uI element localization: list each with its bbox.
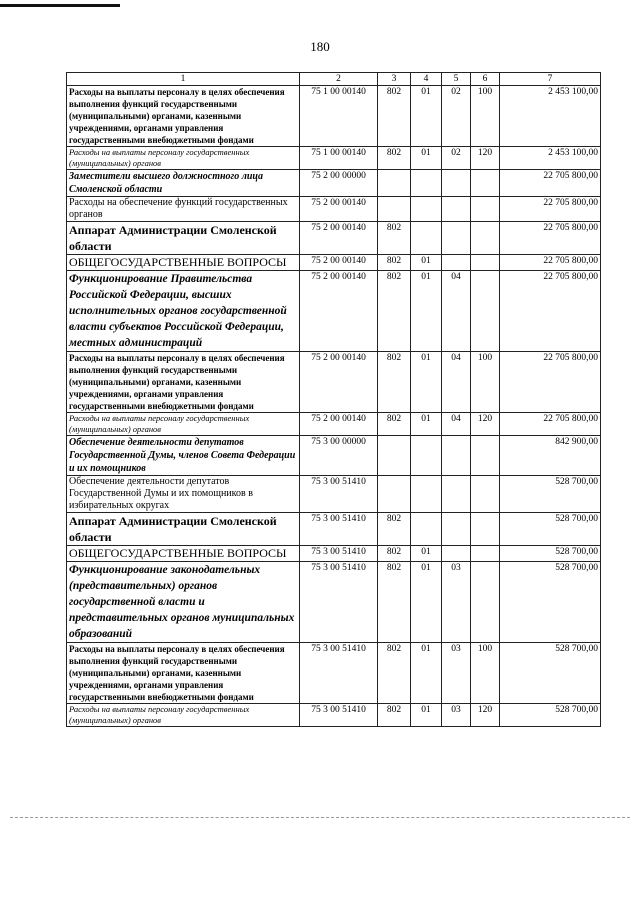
top-rule bbox=[0, 4, 120, 7]
item-name-cell bbox=[67, 546, 300, 562]
administrator-code-cell bbox=[378, 436, 411, 476]
expense-type-code-cell: 100 bbox=[471, 86, 500, 147]
section-code-cell bbox=[411, 513, 442, 546]
item-name-cell bbox=[67, 170, 300, 197]
target-article-code-cell: 75 3 00 51410 bbox=[300, 562, 378, 643]
table-row bbox=[67, 170, 601, 197]
expense-type-code-cell bbox=[471, 436, 500, 476]
target-article-code-cell: 75 2 00 00140 bbox=[300, 197, 378, 222]
amount-cell: 528 700,00 bbox=[500, 513, 601, 546]
administrator-code-cell: 802 bbox=[378, 413, 411, 436]
administrator-code-cell: 802 bbox=[378, 643, 411, 704]
amount-cell: 22 705 800,00 bbox=[500, 222, 601, 255]
section-code-cell: 01 bbox=[411, 562, 442, 643]
section-code-cell bbox=[411, 436, 442, 476]
administrator-code-cell bbox=[378, 170, 411, 197]
administrator-code-cell bbox=[378, 476, 411, 513]
expense-type-code-cell bbox=[471, 562, 500, 643]
section-code-cell: 01 bbox=[411, 704, 442, 727]
table-row bbox=[67, 255, 601, 271]
amount-cell: 528 700,00 bbox=[500, 476, 601, 513]
table-row bbox=[67, 352, 601, 413]
item-name-cell bbox=[67, 197, 300, 222]
subsection-code-cell bbox=[442, 170, 471, 197]
target-article-code-cell: 75 2 00 00140 bbox=[300, 413, 378, 436]
item-name-cell bbox=[67, 413, 300, 436]
amount-cell: 528 700,00 bbox=[500, 643, 601, 704]
section-code-cell bbox=[411, 197, 442, 222]
budget-table bbox=[66, 72, 601, 727]
item-name: Обеспечение деятельности депутатов Государственной Думы и их помощников в избирательных округах bbox=[69, 476, 253, 511]
column-number-row bbox=[67, 73, 601, 86]
subsection-code-cell: 02 bbox=[442, 86, 471, 147]
table-row bbox=[67, 222, 601, 255]
subsection-code-cell: 04 bbox=[442, 413, 471, 436]
item-name: Аппарат Администрации Смоленской области bbox=[69, 223, 277, 253]
target-article-code-cell: 75 3 00 51410 bbox=[300, 546, 378, 562]
subsection-code-cell bbox=[442, 222, 471, 255]
amount-cell: 22 705 800,00 bbox=[500, 197, 601, 222]
amount-cell: 22 705 800,00 bbox=[500, 271, 601, 352]
expense-type-code-cell bbox=[471, 513, 500, 546]
column-number: 6 bbox=[471, 73, 500, 86]
administrator-code-cell bbox=[378, 197, 411, 222]
expense-type-code-cell bbox=[471, 476, 500, 513]
section-code-cell: 01 bbox=[411, 147, 442, 170]
table-row bbox=[67, 476, 601, 513]
expense-type-code-cell bbox=[471, 197, 500, 222]
column-number: 2 bbox=[300, 73, 378, 86]
item-name: Расходы на выплаты персоналу в целях обеспечения выполнения функций государственными (муниципальными) органами, казенными учреждениями, органами управления государственными внебюджетными фондами bbox=[69, 644, 285, 702]
table-row bbox=[67, 86, 601, 147]
amount-cell: 842 900,00 bbox=[500, 436, 601, 476]
item-name-cell bbox=[67, 86, 300, 147]
item-name-cell bbox=[67, 476, 300, 513]
administrator-code-cell: 802 bbox=[378, 86, 411, 147]
target-article-code-cell: 75 2 00 00140 bbox=[300, 222, 378, 255]
administrator-code-cell: 802 bbox=[378, 546, 411, 562]
amount-cell: 528 700,00 bbox=[500, 546, 601, 562]
section-code-cell: 01 bbox=[411, 413, 442, 436]
section-code-cell bbox=[411, 222, 442, 255]
administrator-code-cell: 802 bbox=[378, 255, 411, 271]
section-code-cell bbox=[411, 170, 442, 197]
expense-type-code-cell: 100 bbox=[471, 352, 500, 413]
administrator-code-cell: 802 bbox=[378, 562, 411, 643]
item-name: Расходы на обеспечение функций государственных органов bbox=[69, 197, 288, 220]
section-code-cell bbox=[411, 476, 442, 513]
item-name-cell bbox=[67, 147, 300, 170]
subsection-code-cell bbox=[442, 197, 471, 222]
target-article-code-cell: 75 1 00 00140 bbox=[300, 86, 378, 147]
item-name: ОБЩЕГОСУДАРСТВЕННЫЕ ВОПРОСЫ bbox=[69, 255, 287, 269]
item-name: Заместители высшего должностного лица Смоленской области bbox=[69, 171, 263, 195]
expense-type-code-cell bbox=[471, 222, 500, 255]
amount-cell: 22 705 800,00 bbox=[500, 170, 601, 197]
expense-type-code-cell: 120 bbox=[471, 413, 500, 436]
section-code-cell: 01 bbox=[411, 352, 442, 413]
item-name: Расходы на выплаты персоналу государственных (муниципальных) органов bbox=[69, 704, 250, 725]
amount-cell: 2 453 100,00 bbox=[500, 86, 601, 147]
table-row bbox=[67, 562, 601, 643]
column-number: 1 bbox=[67, 73, 300, 86]
amount-cell: 22 705 800,00 bbox=[500, 352, 601, 413]
item-name: Расходы на выплаты персоналу государственных (муниципальных) органов bbox=[69, 413, 250, 434]
item-name: Функционирование Правительства Российской Федерации, высших исполнительных органов государственной власти субъектов Российской Федерации, местных администраций bbox=[69, 273, 287, 349]
target-article-code-cell: 75 2 00 00140 bbox=[300, 352, 378, 413]
table-row bbox=[67, 546, 601, 562]
target-article-code-cell: 75 2 00 00140 bbox=[300, 255, 378, 271]
item-name-cell bbox=[67, 704, 300, 727]
item-name-cell bbox=[67, 255, 300, 271]
expense-type-code-cell: 100 bbox=[471, 643, 500, 704]
amount-cell: 528 700,00 bbox=[500, 562, 601, 643]
column-number: 7 bbox=[500, 73, 601, 86]
administrator-code-cell: 802 bbox=[378, 271, 411, 352]
item-name: Расходы на выплаты персоналу в целях обеспечения выполнения функций государственными (муниципальными) органами, казенными учреждениями, органами управления государственными внебюджетными фондами bbox=[69, 353, 285, 411]
section-code-cell: 01 bbox=[411, 643, 442, 704]
expense-type-code-cell bbox=[471, 271, 500, 352]
target-article-code-cell: 75 3 00 00000 bbox=[300, 436, 378, 476]
column-number: 5 bbox=[442, 73, 471, 86]
amount-cell: 528 700,00 bbox=[500, 704, 601, 727]
subsection-code-cell: 03 bbox=[442, 704, 471, 727]
item-name-cell bbox=[67, 222, 300, 255]
item-name-cell bbox=[67, 513, 300, 546]
section-code-cell: 01 bbox=[411, 546, 442, 562]
table-row bbox=[67, 147, 601, 170]
subsection-code-cell bbox=[442, 255, 471, 271]
item-name: Аппарат Администрации Смоленской области bbox=[69, 514, 277, 544]
expense-type-code-cell: 120 bbox=[471, 704, 500, 727]
expense-type-code-cell bbox=[471, 255, 500, 271]
bottom-dashed-rule bbox=[10, 817, 630, 818]
column-number: 3 bbox=[378, 73, 411, 86]
subsection-code-cell: 04 bbox=[442, 271, 471, 352]
amount-cell: 22 705 800,00 bbox=[500, 413, 601, 436]
target-article-code-cell: 75 2 00 00140 bbox=[300, 271, 378, 352]
table-row bbox=[67, 271, 601, 352]
table-row bbox=[67, 513, 601, 546]
subsection-code-cell: 03 bbox=[442, 643, 471, 704]
page-number: 180 bbox=[310, 39, 330, 54]
administrator-code-cell: 802 bbox=[378, 222, 411, 255]
expense-type-code-cell bbox=[471, 546, 500, 562]
subsection-code-cell: 03 bbox=[442, 562, 471, 643]
item-name-cell bbox=[67, 271, 300, 352]
administrator-code-cell: 802 bbox=[378, 352, 411, 413]
administrator-code-cell: 802 bbox=[378, 513, 411, 546]
item-name: Расходы на выплаты персоналу в целях обеспечения выполнения функций государственными (муниципальными) органами, казенными учреждениями, органами управления государственными внебюджетными фондами bbox=[69, 87, 285, 145]
administrator-code-cell: 802 bbox=[378, 147, 411, 170]
subsection-code-cell bbox=[442, 513, 471, 546]
item-name-cell bbox=[67, 436, 300, 476]
target-article-code-cell: 75 1 00 00140 bbox=[300, 147, 378, 170]
item-name-cell bbox=[67, 352, 300, 413]
item-name-cell bbox=[67, 562, 300, 643]
target-article-code-cell: 75 3 00 51410 bbox=[300, 476, 378, 513]
item-name: Обеспечение деятельности депутатов Государственной Думы, членов Совета Федерации и их помощников bbox=[69, 437, 296, 474]
administrator-code-cell: 802 bbox=[378, 704, 411, 727]
item-name-cell bbox=[67, 643, 300, 704]
section-code-cell: 01 bbox=[411, 255, 442, 271]
section-code-cell: 01 bbox=[411, 271, 442, 352]
subsection-code-cell bbox=[442, 546, 471, 562]
subsection-code-cell: 04 bbox=[442, 352, 471, 413]
amount-cell: 22 705 800,00 bbox=[500, 255, 601, 271]
table-row bbox=[67, 197, 601, 222]
target-article-code-cell: 75 3 00 51410 bbox=[300, 643, 378, 704]
target-article-code-cell: 75 3 00 51410 bbox=[300, 704, 378, 727]
table-row bbox=[67, 643, 601, 704]
target-article-code-cell: 75 2 00 00000 bbox=[300, 170, 378, 197]
item-name: Функционирование законодательных (представительных) органов государственной власти и представительных органов муниципальных образований bbox=[69, 564, 295, 640]
subsection-code-cell bbox=[442, 436, 471, 476]
target-article-code-cell: 75 3 00 51410 bbox=[300, 513, 378, 546]
table-row bbox=[67, 413, 601, 436]
item-name: Расходы на выплаты персоналу государственных (муниципальных) органов bbox=[69, 147, 250, 168]
table-row bbox=[67, 704, 601, 727]
expense-type-code-cell bbox=[471, 170, 500, 197]
amount-cell: 2 453 100,00 bbox=[500, 147, 601, 170]
subsection-code-cell: 02 bbox=[442, 147, 471, 170]
item-name: ОБЩЕГОСУДАРСТВЕННЫЕ ВОПРОСЫ bbox=[69, 546, 287, 560]
subsection-code-cell bbox=[442, 476, 471, 513]
expense-type-code-cell: 120 bbox=[471, 147, 500, 170]
section-code-cell: 01 bbox=[411, 86, 442, 147]
table-row bbox=[67, 436, 601, 476]
column-number: 4 bbox=[411, 73, 442, 86]
